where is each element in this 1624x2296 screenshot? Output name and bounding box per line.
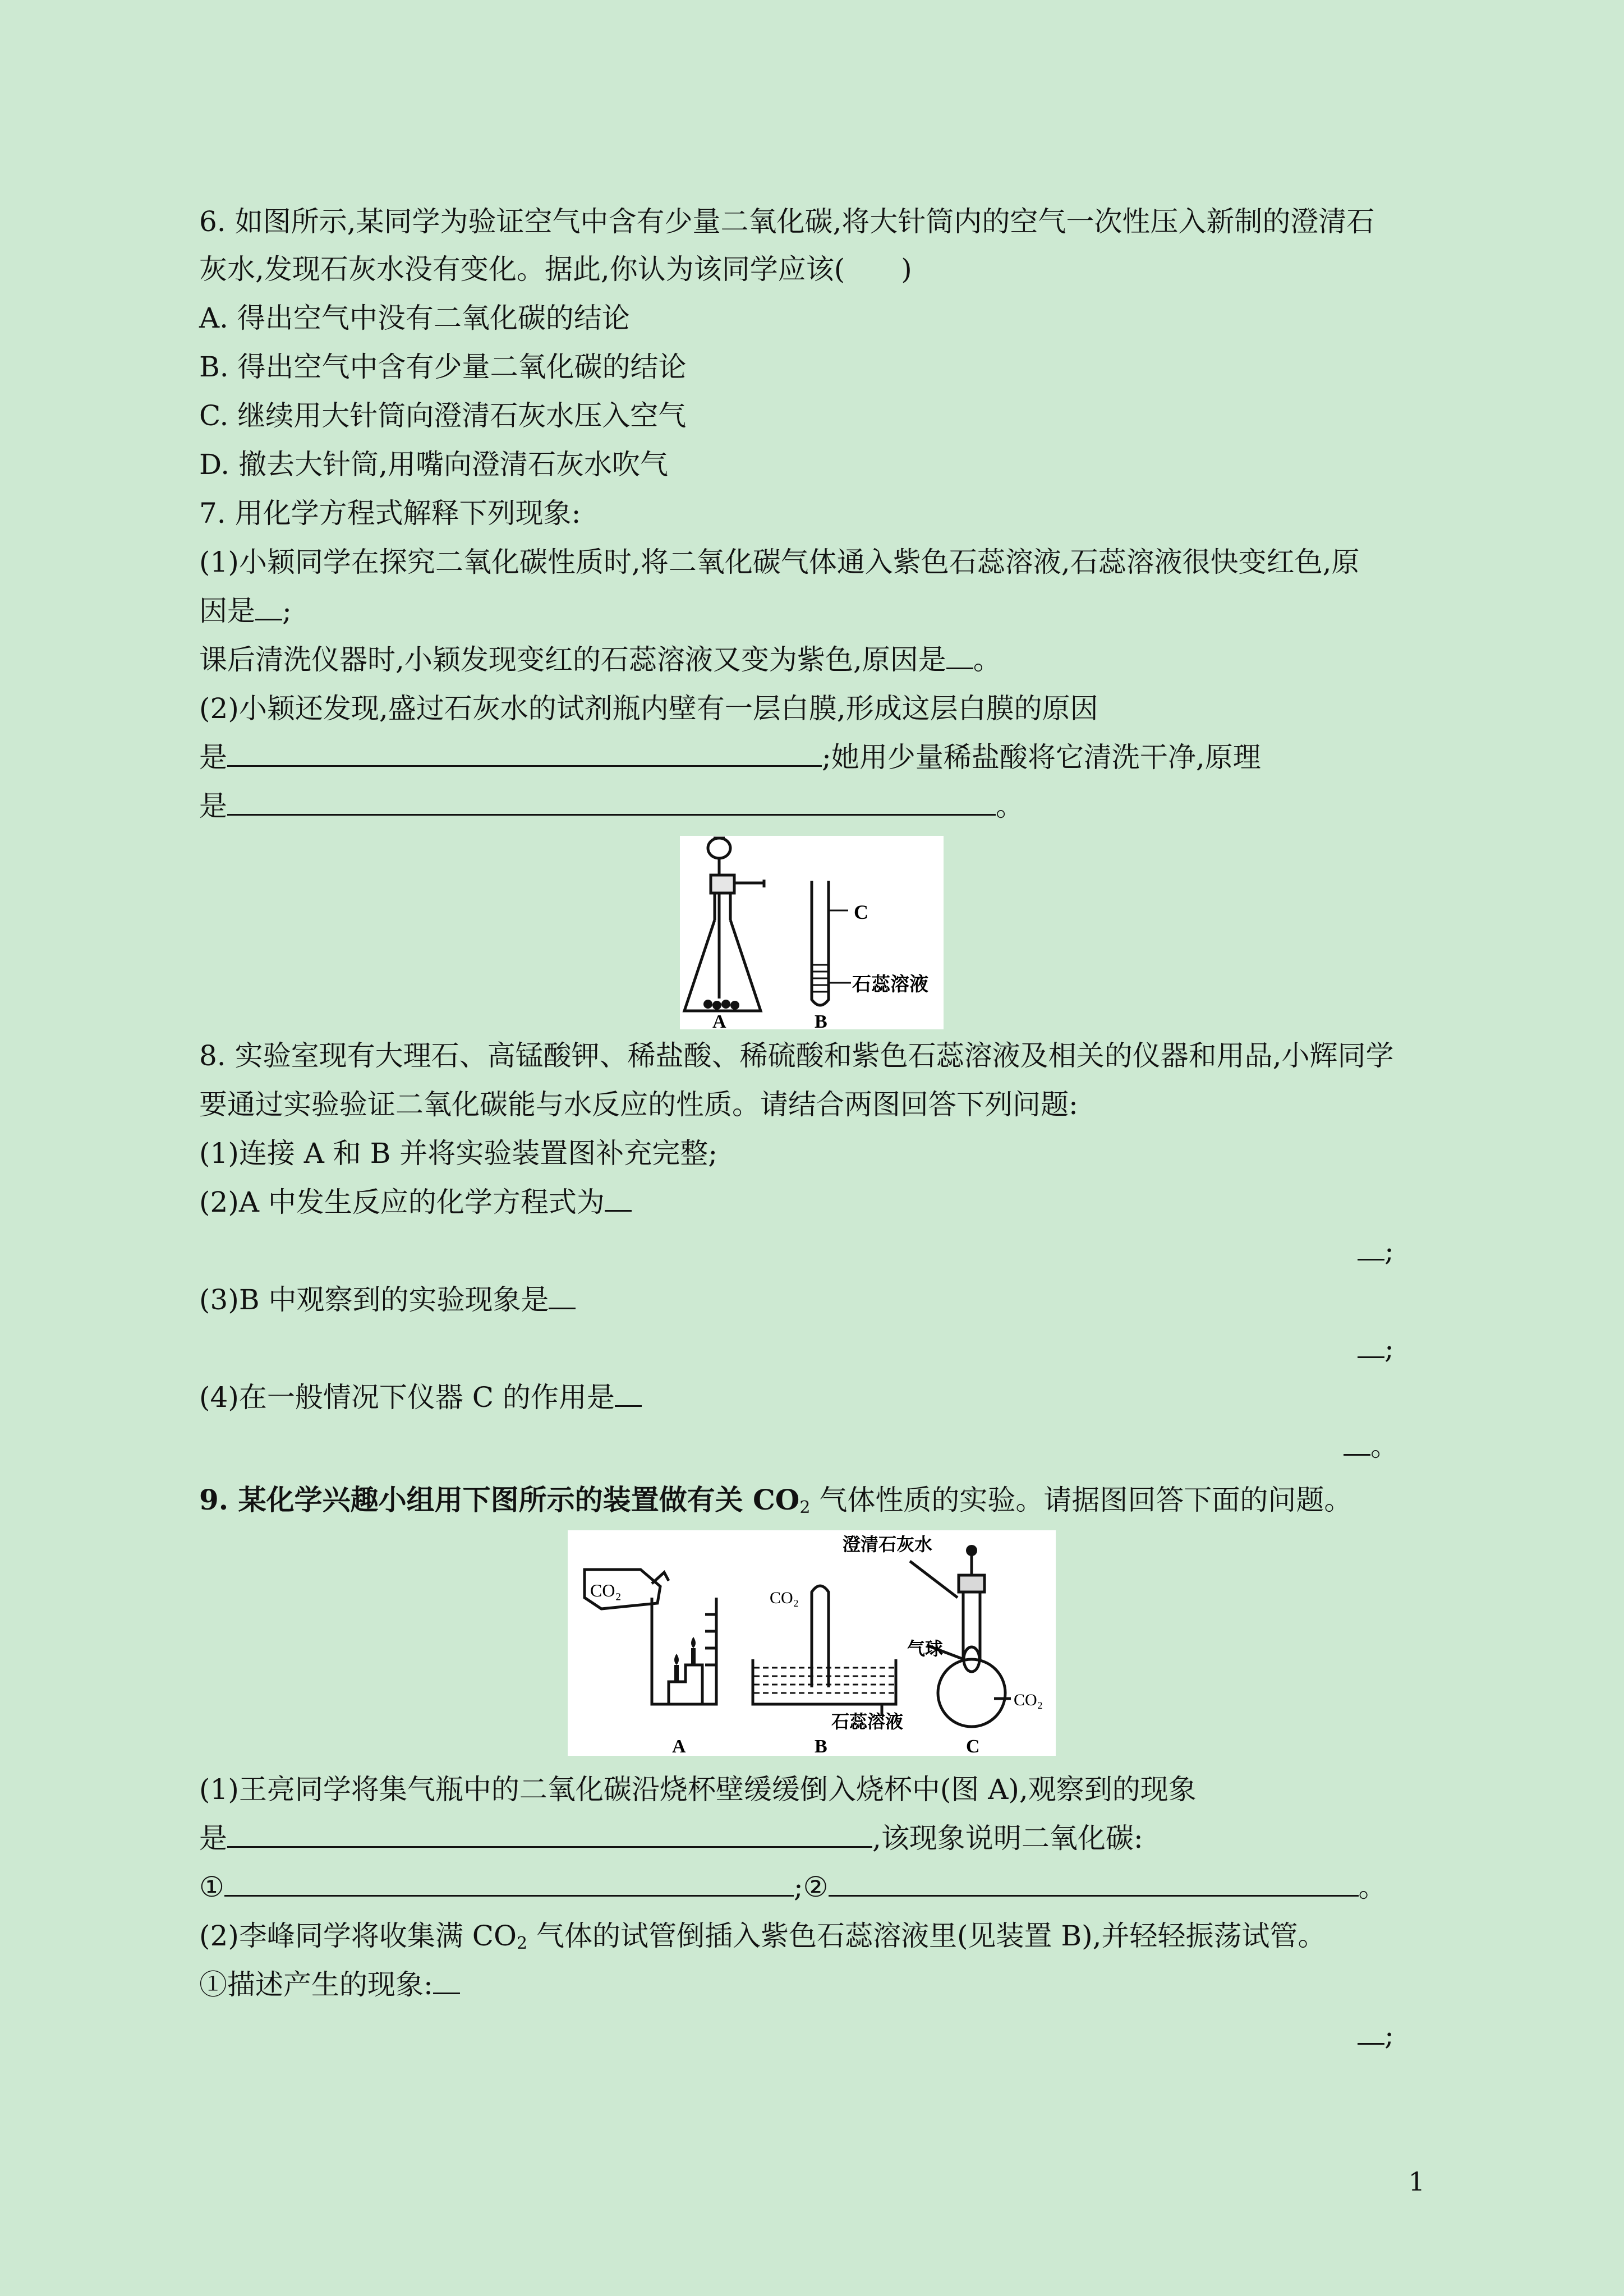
answer-blank[interactable] (1358, 1332, 1384, 1358)
punctuation: 。 (973, 643, 1001, 676)
subscript: 2 (799, 1498, 811, 1517)
q8-sub2-end (1358, 1234, 1394, 1268)
q7-part1-line3 (199, 643, 1001, 677)
q9-part2-text-2: 气体的试管倒插入紫色石蕊溶液里(见装置 B),并轻轻振荡试管。 (527, 1920, 1326, 1952)
answer-blank[interactable] (605, 1185, 632, 1212)
punctuation: ; (1384, 1235, 1394, 1267)
label-b: B (815, 1011, 827, 1029)
q9-line1 (199, 1483, 1352, 1525)
q8-line1: 8. 实验室现有大理石、高锰酸钾、稀盐酸、稀硫酸和紫色石蕊溶液及相关的仪器和用品,小辉同学 (199, 1039, 1394, 1072)
q7-part2-text: 是 (199, 741, 227, 774)
q8-sub3-text: (3)B 中观察到的实验现象是 (199, 1283, 549, 1316)
q7-part1-line1: (1)小颖同学在探究二氧化碳性质时,将二氧化碳气体通入紫色石蕊溶液,石蕊溶液很快变红色,原 (199, 546, 1360, 578)
q9-part1-line1: (1)王亮同学将集气瓶中的二氧化碳沿烧杯壁缓缓倒入烧杯中(图 A),观察到的现象 (199, 1773, 1197, 1806)
q8-sub3 (199, 1283, 576, 1317)
q9-part2-sub1-text: ①描述产生的现象: (199, 1968, 433, 2001)
q9-apparatus-figure (568, 1530, 1056, 1756)
label-c: C (854, 901, 868, 923)
q8-sub4 (199, 1381, 642, 1414)
q8-sub1: (1)连接 A 和 B 并将实验装置图补充完整; (199, 1137, 718, 1170)
q8-sub4-text: (4)在一般情况下仪器 C 的作用是 (199, 1381, 615, 1414)
q7-part2-line2 (199, 740, 1261, 774)
q8-sub2 (199, 1185, 632, 1219)
q9-part2-text: (2)李峰同学将收集满 CO (199, 1920, 517, 1952)
q8-apparatus-figure (680, 836, 944, 1029)
q6-option-a: A. 得出空气中没有二氧化碳的结论 (199, 302, 630, 334)
q6-line1: 6. 如图所示,某同学为验证空气中含有少量二氧化碳,将大针筒内的空气一次性压入新制的澄清石 (199, 205, 1375, 238)
q9-part2-sub1-end (1358, 2018, 1394, 2052)
label-co2-c: CO₂ (1014, 1691, 1043, 1709)
q7-part2-text-3: 是 (199, 790, 227, 822)
label-co2-b: CO₂ (770, 1589, 799, 1607)
punctuation: 。 (1358, 1871, 1387, 1903)
subscript: 2 (516, 1934, 528, 1953)
q8-line2: 要通过实验验证二氧化碳能与水反应的性质。请结合两图回答下列问题: (199, 1088, 1078, 1121)
answer-blank[interactable] (549, 1283, 576, 1309)
q8-sub4-end (1344, 1429, 1398, 1463)
punctuation: ; (282, 595, 292, 627)
label-balloon: 气球 (907, 1638, 944, 1659)
q9-part1-text-2: ,该现象说明二氧化碳: (872, 1822, 1143, 1855)
answer-blank[interactable] (227, 1821, 872, 1848)
answer-blank[interactable] (946, 643, 973, 669)
label-c: C (966, 1736, 980, 1756)
q6-option-b: B. 得出空气中含有少量二氧化碳的结论 (199, 351, 687, 383)
q8-sub2-text: (2)A 中发生反应的化学方程式为 (199, 1186, 605, 1218)
q7-title: 7. 用化学方程式解释下列现象: (199, 497, 581, 530)
label-litmus-solution: 石蕊溶液 (831, 1711, 904, 1732)
punctuation: 。 (1370, 1430, 1398, 1462)
q7-part2-line3 (199, 789, 1024, 823)
q9-part1-text: 是 (199, 1822, 227, 1855)
q7-part1-line2 (199, 594, 292, 628)
punctuation: 。 (996, 790, 1024, 822)
label-a: A (712, 1011, 726, 1029)
answer-blank[interactable] (829, 1870, 1359, 1897)
punctuation: ; (1384, 2019, 1394, 2051)
q6-option-c: C. 继续用大针筒向澄清石灰水压入空气 (199, 399, 687, 432)
q6-line2: 灰水,发现石灰水没有变化。据此,你认为该同学应该( ) (199, 253, 912, 286)
answer-blank[interactable] (1358, 2018, 1384, 2045)
label-a: A (672, 1736, 686, 1756)
answer-blank[interactable] (255, 594, 282, 620)
punctuation: ; (1384, 1332, 1394, 1365)
q9-part2-sub1 (199, 1968, 460, 2001)
label-b: B (815, 1736, 827, 1756)
q9-text: 9. 某化学兴趣小组用下图所示的装置做有关 CO (199, 1483, 800, 1516)
label-co2-a: CO₂ (590, 1580, 622, 1600)
q9-part2-line1 (199, 1919, 1326, 1961)
answer-blank[interactable] (227, 789, 996, 816)
label-litmus-solution: 石蕊溶液 (852, 973, 928, 996)
q9-text-2: 气体性质的实验。请据图回答下面的问题。 (810, 1484, 1352, 1516)
q6-option-d: D. 撤去大针筒,用嘴向澄清石灰水吹气 (199, 448, 668, 481)
answer-blank[interactable] (227, 740, 822, 767)
q7-part1-text-2: 课后清洗仪器时,小颖发现变红的石蕊溶液又变为紫色,原因是 (199, 643, 946, 676)
q7-part2-line1: (2)小颖还发现,盛过石灰水的试剂瓶内壁有一层白膜,形成这层白膜的原因 (199, 692, 1098, 725)
answer-blank[interactable] (615, 1381, 642, 1407)
circled-one: ① (199, 1871, 224, 1903)
q8-sub3-end (1358, 1332, 1394, 1365)
label-limewater: 澄清石灰水 (843, 1534, 933, 1555)
q7-part1-text: 因是 (199, 595, 255, 627)
answer-blank[interactable] (1358, 1234, 1384, 1260)
page-number: 1 (1408, 2166, 1425, 2197)
answer-blank[interactable] (224, 1870, 794, 1897)
answer-blank[interactable] (1344, 1429, 1370, 1456)
q7-part2-text-2: ;她用少量稀盐酸将它清洗干净,原理 (822, 741, 1261, 774)
q9-part1-line2 (199, 1821, 1143, 1855)
answer-blank[interactable] (433, 1968, 460, 1994)
circled-two: ;② (793, 1871, 829, 1903)
q9-part1-line3 (199, 1870, 1387, 1904)
